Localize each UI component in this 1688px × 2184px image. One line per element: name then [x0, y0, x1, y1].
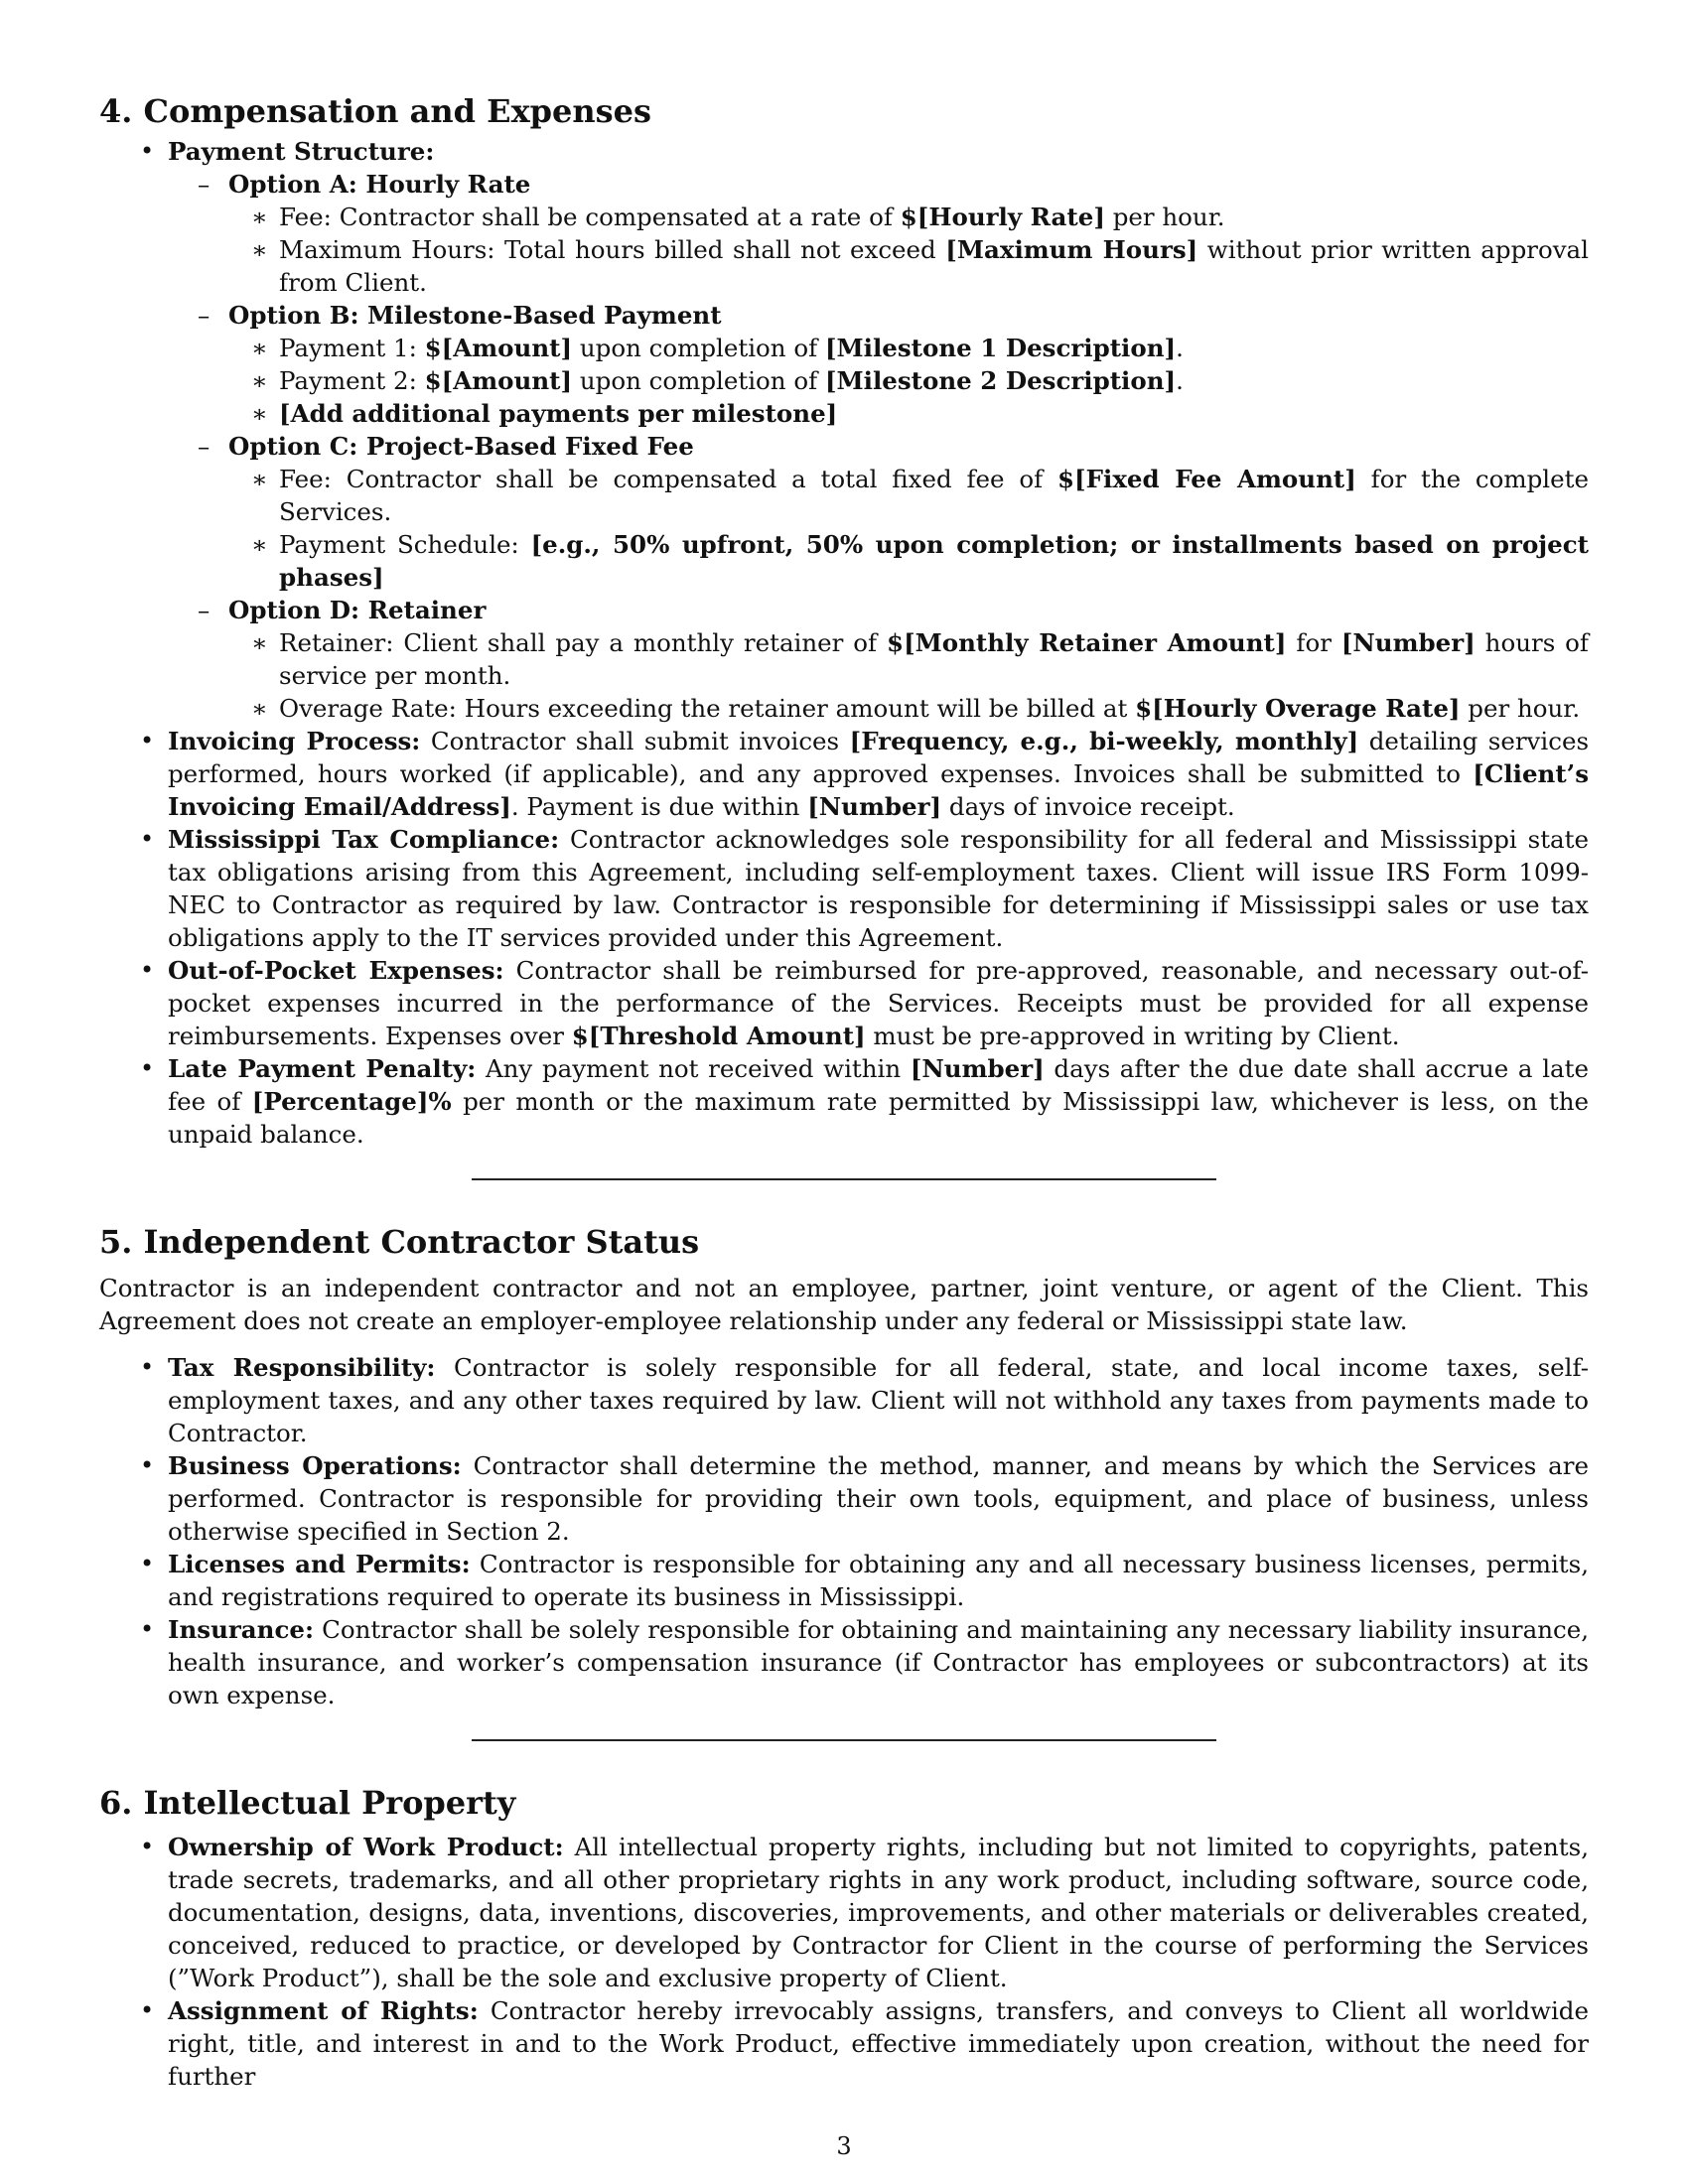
- section-divider: [472, 1178, 1216, 1180]
- late-payment-item: • Late Payment Penalty: Any payment not received within [Number] days after the due date shall accrue a late fee of [Percentage]% per month or the maximum rate permitted by Mississippi law, whichever is less, on the unpaid balance.: [168, 1052, 1589, 1151]
- section-4-heading: 4. Compensation and Expenses: [99, 92, 652, 130]
- section-5-list: [99, 1351, 1589, 1711]
- tax-compliance-item: • Mississippi Tax Compliance: Contractor acknowledges sole responsibility for all federal and Mississippi state tax obligations arising from this Agreement, including self-employment taxes. Client will issue IRS Form 1099-NEC to Contractor as required by law. Contractor is responsible for determining if Mississippi sales or use tax obligations apply to the IT services provided under this Agreement.: [168, 823, 1589, 954]
- option-b-payment-1: ∗ Payment 1: $[Amount] upon completion of [Milestone 1 Description].: [279, 332, 1589, 364]
- option-b: – Option B: Milestone-Based Payment ∗ Payment 1: $[Amount] upon completion of [Milestone 1 Description]. ∗ Payment 2: $[Amount] upon completion of [Milestone 2 Description]. ∗ [Add additional payments per milestone]: [228, 299, 1589, 430]
- option-d: – Option D: Retainer ∗ Retainer: Client shall pay a monthly retainer of $[Monthly Retainer Amount] for [Number] hours of service per month. ∗ Overage Rate: Hours exceeding the retainer amount will be billed at $[Hourly Overage Rate] per hour.: [228, 594, 1589, 725]
- option-b-additional: ∗ [Add additional payments per milestone]: [279, 397, 1589, 430]
- option-c: – Option C: Project-Based Fixed Fee ∗ Fee: Contractor shall be compensated a total fixed fee of $[Fixed Fee Amount] for the complete Services. ∗ Payment Schedule: [e.g., 50% upfront, 50% upon completion; or installments based on project phases]: [228, 430, 1589, 594]
- list-item: • Tax Responsibility: Contractor is solely responsible for all federal, state, and local income taxes, self-employment taxes, and any other taxes required by law. Client will not withhold any taxes from payments made to Contractor.: [168, 1351, 1589, 1449]
- option-c-schedule: ∗ Payment Schedule: [e.g., 50% upfront, 50% upon completion; or installments based on project phases]: [279, 528, 1589, 594]
- payment-structure-item: • Payment Structure: – Option A: Hourly Rate ∗ Fee: Contractor shall be compensated at a rate of $[Hourly Rate] per hour. ∗ Maximum Hours: Total hours billed shall not exceed [Maximum Hours] without prior written approval from Client. – Option B: Milestone-Based Payment ∗ Payment 1: $[Amount] upon completion of [Milestone 1 Description]. ∗ Payment 2: $[Amount] upon completion of [Milestone 2 Description]. ∗ [Add additional payments per milestone] – Option C: Project-Based Fixed Fee ∗ Fee: Contractor shall be compensated a total fixed fee of $[Fixed Fee Amount] for the complete Services. ∗ Payment Schedule: [e.g., 50% upfront, 50% upon completion; or installments based on project phases] – Option D: Retainer ∗ Retainer: Client shall pay a monthly retainer of $[Monthly Retainer Amount] for [Number] hours of service per month. ∗ Overage Rate: Hours exceeding the retainer amount will be billed at $[Hourly Overage Rate] per hour.: [168, 135, 1589, 725]
- option-a: – Option A: Hourly Rate ∗ Fee: Contractor shall be compensated at a rate of $[Hourly Rate] per hour. ∗ Maximum Hours: Total hours billed shall not exceed [Maximum Hours] without prior written approval from Client.: [228, 168, 1589, 299]
- option-d-retainer: ∗ Retainer: Client shall pay a monthly retainer of $[Monthly Retainer Amount] for [Number] hours of service per month.: [279, 626, 1589, 692]
- option-a-fee: ∗ Fee: Contractor shall be compensated at a rate of $[Hourly Rate] per hour.: [279, 201, 1589, 233]
- list-item: • Assignment of Rights: Contractor hereby irrevocably assigns, transfers, and conveys to Client all worldwide right, title, and interest in and to the Work Product, effective immediately upon creation, without the need for further: [168, 1994, 1589, 2093]
- page-number: 3: [836, 2132, 852, 2160]
- option-a-max-hours: ∗ Maximum Hours: Total hours billed shall not exceed [Maximum Hours] without prior written approval from Client.: [279, 233, 1589, 299]
- list-item: • Licenses and Permits: Contractor is responsible for obtaining any and all necessary business licenses, permits, and registrations required to operate its business in Mississippi.: [168, 1548, 1589, 1613]
- document-page: [99, 91, 1589, 2093]
- section-4-list: [99, 135, 1589, 1151]
- section-5-heading: 5. Independent Contractor Status: [99, 1223, 700, 1261]
- section-5-intro: Contractor is an independent contractor and not an employee, partner, joint venture, or agent of the Client. This Agreement does not create an employer-employee relationship under any federal or Mississippi state law.: [99, 1274, 1589, 1335]
- invoicing-item: • Invoicing Process: Contractor shall submit invoices [Frequency, e.g., bi-weekly, monthly] detailing services performed, hours worked (if applicable), and any approved expenses. Invoices shall be submitted to [Client’s Invoicing Email/Address]. Payment is due within [Number] days of invoice receipt.: [168, 725, 1589, 823]
- section-6-list: [99, 1831, 1589, 2093]
- section-divider: [472, 1739, 1216, 1741]
- expenses-item: • Out-of-Pocket Expenses: Contractor shall be reimbursed for pre-approved, reasonable, and necessary out-of-pocket expenses incurred in the performance of the Services. Receipts must be provided for all expense reimbursements. Expenses over $[Threshold Amount] must be pre-approved in writing by Client.: [168, 954, 1589, 1052]
- section-6-heading: 6. Intellectual Property: [99, 1784, 516, 1822]
- option-b-payment-2: ∗ Payment 2: $[Amount] upon completion of [Milestone 2 Description].: [279, 364, 1589, 397]
- option-c-fee: ∗ Fee: Contractor shall be compensated a total fixed fee of $[Fixed Fee Amount] for the complete Services.: [279, 463, 1589, 528]
- list-item: • Insurance: Contractor shall be solely responsible for obtaining and maintaining any necessary liability insurance, health insurance, and worker’s compensation insurance (if Contractor has employees or subcontractors) at its own expense.: [168, 1613, 1589, 1711]
- payment-options-list: [168, 168, 1589, 725]
- option-d-overage: ∗ Overage Rate: Hours exceeding the retainer amount will be billed at $[Hourly Overage Rate] per hour.: [279, 692, 1589, 725]
- list-item: • Ownership of Work Product: All intellectual property rights, including but not limited to copyrights, patents, trade secrets, trademarks, and all other proprietary rights in any work product, including software, source code, documentation, designs, data, inventions, discoveries, improvements, and other materials or deliverables created, conceived, reduced to practice, or developed by Contractor for Client in the course of performing the Services (”Work Product”), shall be the sole and exclusive property of Client.: [168, 1831, 1589, 1994]
- list-item: • Business Operations: Contractor shall determine the method, manner, and means by which the Services are performed. Contractor is responsible for providing their own tools, equipment, and place of business, unless otherwise specified in Section 2.: [168, 1449, 1589, 1548]
